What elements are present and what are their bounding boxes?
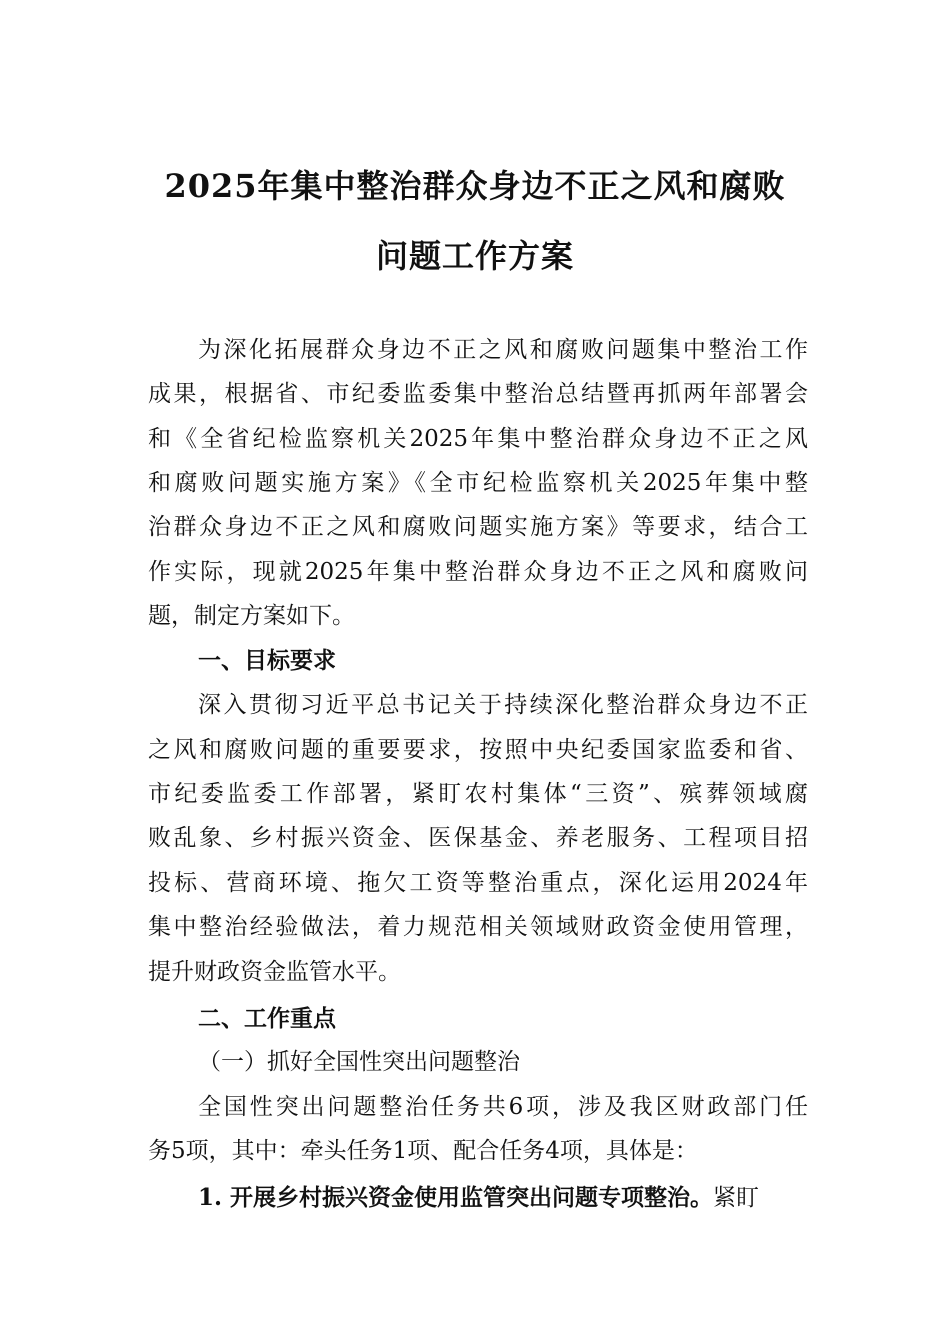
subsection-heading: （一）抓好全国性突出问题整治: [198, 1049, 520, 1075]
section1-line: 市纪委监委工作部署，紧盯农村集体“三资”、殡葬领域腐: [148, 781, 808, 807]
intro-line: 治群众身边不正之风和腐败问题实施方案》等要求，结合工: [148, 514, 808, 540]
section1-line: 集中整治经验做法，着力规范相关领域财政资金使用管理，: [148, 914, 808, 940]
subsection1-line: 全国性突出问题整治任务共6项，涉及我区财政部门任: [198, 1094, 808, 1120]
intro-line: 成果，根据省、市纪委监委集中整治总结暨再抓两年部署会: [148, 381, 808, 407]
item-1-line: [198, 1182, 808, 1214]
document-title-line-1: 2025年集中整治群众身边不正之风和腐败: [164, 167, 786, 205]
subsection1-line: 务5项，其中：牵头任务1项、配合任务4项，具体是：: [148, 1138, 698, 1164]
intro-line: 和腐败问题实施方案》《全市纪检监察机关2025年集中整: [148, 470, 808, 496]
intro-line: 题，制定方案如下。: [148, 603, 355, 629]
section1-line: 败乱象、乡村振兴资金、医保基金、养老服务、工程项目招: [148, 825, 808, 851]
item-1-text: 紧盯: [713, 1185, 760, 1211]
section1-line: 深入贯彻习近平总书记关于持续深化整治群众身边不正: [198, 692, 808, 718]
section-heading-focus: 二、工作重点: [198, 1006, 336, 1032]
section1-line: 之风和腐败问题的重要要求，按照中央纪委国家监委和省、: [148, 737, 808, 763]
intro-line: 为深化拓展群众身边不正之风和腐败问题集中整治工作: [198, 337, 808, 363]
document-title-line-2: 问题工作方案: [375, 237, 574, 275]
intro-line: 和《全省纪检监察机关2025年集中整治群众身边不正之风: [148, 426, 808, 452]
item-1-bold-title: 1. 开展乡村振兴资金使用监管突出问题专项整治。: [198, 1184, 714, 1211]
intro-line: 作实际，现就2025年集中整治群众身边不正之风和腐败问: [148, 559, 808, 585]
section-heading-goals: 一、目标要求: [198, 648, 336, 674]
section1-line: 提升财政资金监管水平。: [148, 959, 401, 985]
section1-line: 投标、营商环境、拖欠工资等整治重点，深化运用2024年: [148, 870, 808, 896]
